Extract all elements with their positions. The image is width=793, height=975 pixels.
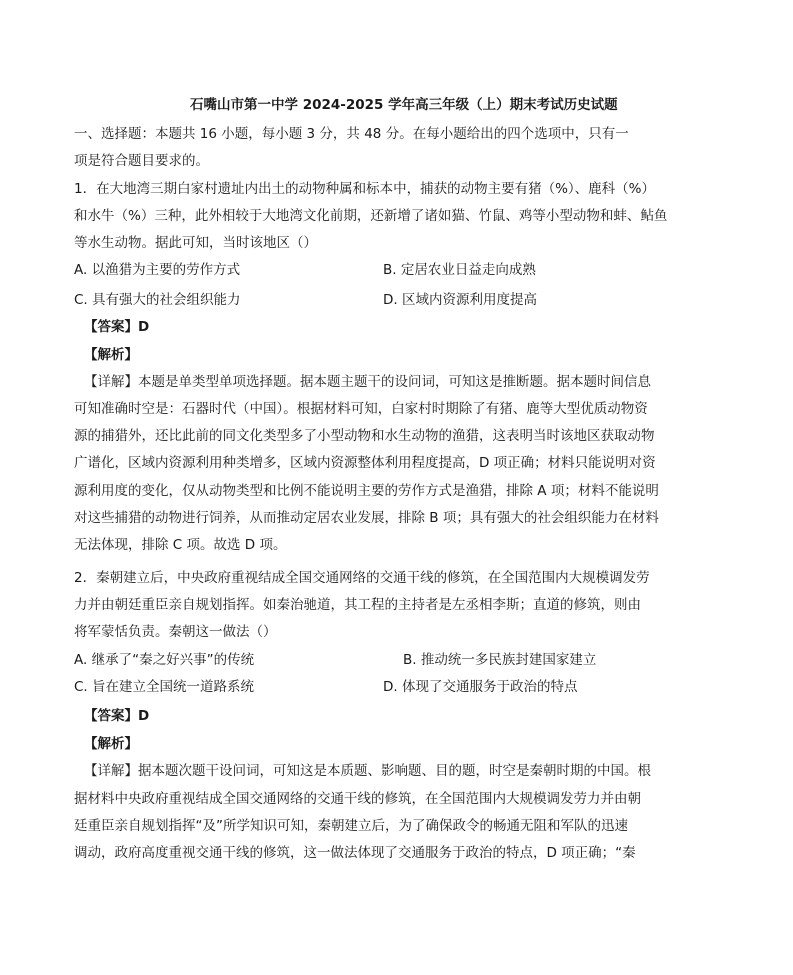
q1-option-b: B. 定居农业日益走向成熟 [383, 262, 536, 278]
q1-analysis-label: 【解析】 [84, 347, 138, 363]
section-instructions-line-2: 项是符合题目要求的。 [74, 153, 209, 169]
q1-detail-line-3: 源的捕猎外，还比此前的同文化类型多了小型动物和水生动物的渔猎，这表明当时该地区获取动物 [74, 428, 655, 444]
q1-answer: 【答案】D [84, 319, 150, 335]
q2-option-c: C. 旨在建立全国统一道路系统 [74, 679, 255, 695]
q1-stem-line-2: 和水牛（%）三种，此外相较于大地湾文化前期，还新增了诸如猫、竹鼠、鸡等小型动物和蚌、鲇鱼 [74, 208, 668, 224]
q1-detail-line-4: 广谱化，区域内资源利用种类增多，区域内资源整体利用程度提高，D 项正确；材料只能说明对资 [74, 455, 656, 471]
q1-option-c: C. 具有强大的社会组织能力 [74, 292, 241, 308]
document-title: 石嘴山市第一中学 2024-2025 学年高三年级（上）期末考试历史试题 [190, 97, 618, 113]
q1-stem-line-3: 等水生动物。据此可知，当时该地区（） [74, 235, 317, 251]
q1-detail-line-1: 【详解】本题是单类型单项选择题。据本题主题干的设问词，可知这是推断题。据本题时间信息 [84, 374, 651, 390]
q1-option-d: D. 区域内资源利用度提高 [383, 292, 537, 308]
q1-stem-line-1: 1．在大地湾三期白家村遗址内出土的动物种属和标本中，捕获的动物主要有猪（%）、鹿科（%） [74, 181, 655, 197]
q2-detail-line-3: 廷重臣亲自规划指挥“及”所学知识可知，秦朝建立后，为了确保政令的畅通无阻和军队的迅速 [74, 818, 628, 834]
q1-detail-line-5: 源利用度的变化，仅从动物类型和比例不能说明主要的劳作方式是渔猎，排除 A 项；材料不能说明 [74, 483, 659, 499]
q2-detail-line-2: 据材料中央政府重视结成全国交通网络的交通干线的修筑，在全国范围内大规模调发劳力并由朝 [74, 791, 641, 807]
section-instructions-line-1: 一、选择题：本题共 16 小题，每小题 3 分，共 48 分。在每小题给出的四个选项中，只有一 [74, 126, 629, 142]
q2-option-d: D. 体现了交通服务于政治的特点 [383, 679, 578, 695]
q1-detail-line-2: 可知准确时空是：石器时代（中国）。根据材料可知，白家村时期除了有猪、鹿等大型优质动物资 [74, 401, 648, 417]
q2-analysis-label: 【解析】 [84, 736, 138, 752]
q2-option-a: A. 继承了“秦之好兴事”的传统 [74, 652, 255, 668]
q1-option-a: A. 以渔猎为主要的劳作方式 [74, 262, 241, 278]
q2-stem-line-2: 力并由朝廷重臣亲自规划指挥。如秦治驰道，其工程的主持者是左丞相李斯；直道的修筑，则由 [74, 597, 641, 613]
q1-detail-line-7: 无法体现，排除 C 项。故选 D 项。 [74, 537, 287, 553]
q2-detail-line-1: 【详解】据本题次题干设问词，可知这是本质题、影响题、目的题，时空是秦朝时期的中国。根 [84, 763, 651, 779]
q2-option-b: B. 推动统一多民族封建国家建立 [403, 652, 597, 668]
q2-detail-line-4: 调动，政府高度重视交通干线的修筑，这一做法体现了交通服务于政治的特点，D 项正确；“秦 [74, 845, 636, 861]
q2-stem-line-3: 将军蒙恬负责。秦朝这一做法（） [74, 624, 277, 640]
q2-stem-line-1: 2．秦朝建立后，中央政府重视结成全国交通网络的交通干线的修筑，在全国范围内大规模调发劳 [74, 570, 650, 586]
q2-answer: 【答案】D [84, 708, 150, 724]
q1-detail-line-6: 对这些捕猎的动物进行饲养，从而推动定居农业发展，排除 B 项；具有强大的社会组织能力在材料 [74, 510, 659, 526]
